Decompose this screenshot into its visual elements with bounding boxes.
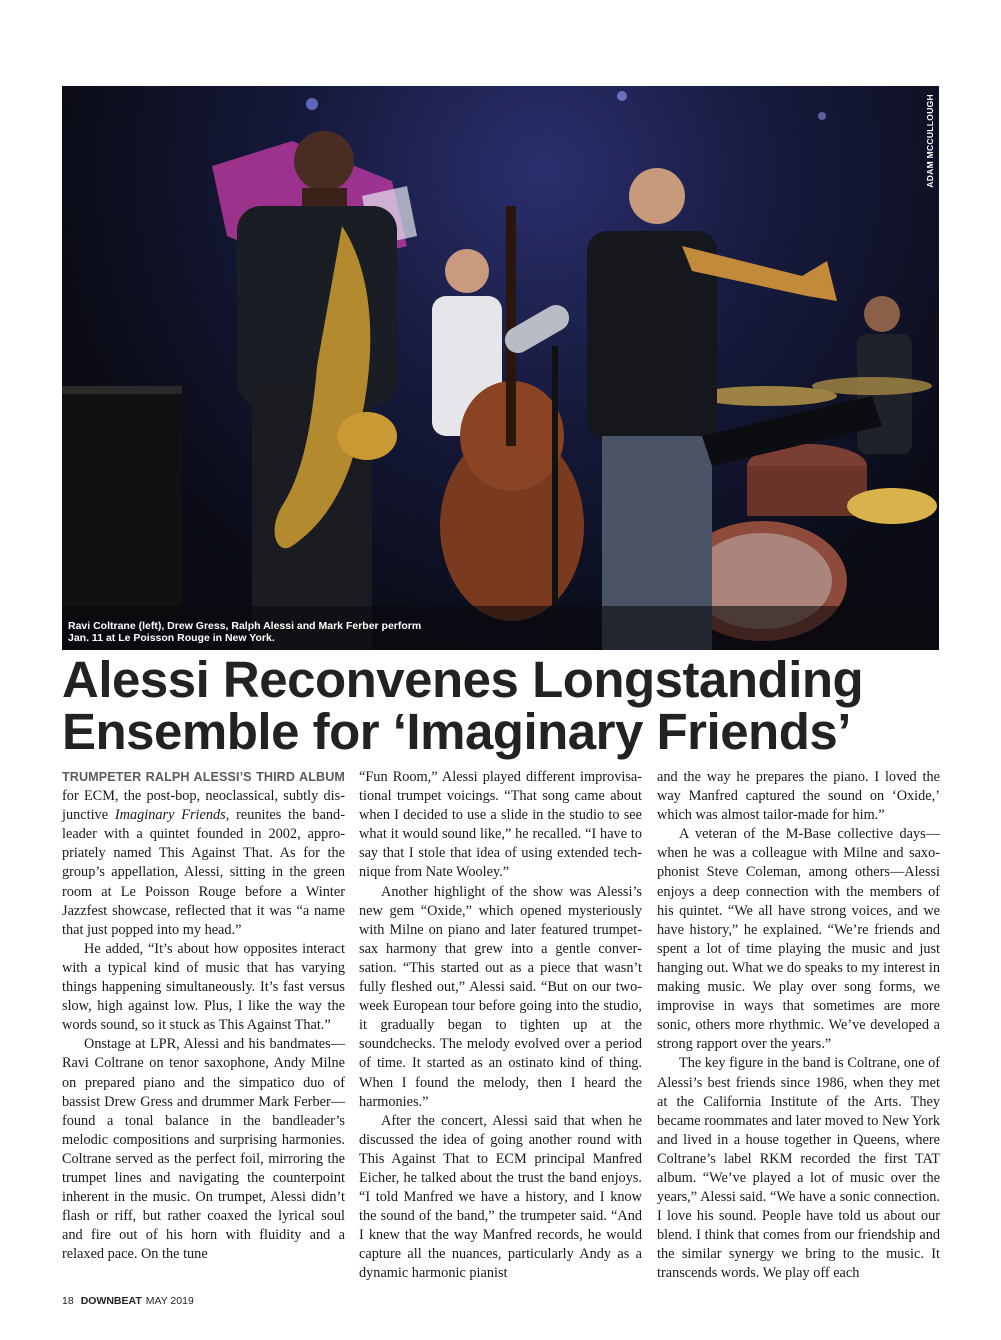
article-column-3 <box>657 768 940 1284</box>
photo-caption: Ravi Coltrane (left), Drew Gress, Ralph Alessi and Mark Ferber perform Jan. 11 at Le Poisson Rouge in New York. <box>68 620 422 644</box>
lead-in: TRUMPETER RALPH ALESSI’S THIRD ALBUM <box>62 770 345 784</box>
article-headline <box>62 651 962 760</box>
paragraph-text: for ECM, the post-bop, neoclassical, subtly disjunctive <box>62 788 345 824</box>
article-paragraph: Onstage at LPR, Alessi and his bandmates—Ravi Coltrane on tenor saxophone, Andy Milne on prepared piano and the simpatico duo of bassist Drew Gress and drummer Mark Ferber—found a tonal balance in the bandleader’s melodic compositions and surprising harmonies. Coltrane served as the perfect foil, mirroring the trumpet lines and navigating the counterpoint inherent in the music. On trumpet, Alessi didn’t flash or riff, but rather coaxed the lyrical soul and fire out of his horn with fluidity and a relaxed pace. On the tune <box>62 1036 345 1263</box>
article-paragraph: He added, “It’s about how opposites interact with a typical kind of music that has varying things happening simultaneously. It’s fast versus slow, high against low. Plus, I like the way the words sound, so it stuck as This Against That.” <box>62 940 345 1034</box>
photo-credit: ADAM MCCULLOUGH <box>925 94 935 188</box>
article-column-1 <box>62 768 345 1264</box>
paragraph-text: , reunites the bandleader with a quintet founded in 2002, appropriately named This Against That. As for the group’s appellation, Alessi, sitting in the green room at Le Poisson Rouge before a Winter Jazzfest showcase, reflected that it was “a name that just popped into my head.” <box>62 807 345 938</box>
headline-line-2: Ensemble for ‘Imaginary Friends’ <box>62 703 851 760</box>
article-paragraph: After the concert, Alessi said that when he discussed the idea of going another round with This Against That to ECM principal Manfred Eicher, he talked about the trust the band enjoys. “I told Manfred we have a history, and I know the sound of the band,” the trumpeter said. “And I knew that the way Manfred records, he would capture all the nuances, particularly Andy as a dynamic harmonic pianist <box>359 1112 642 1282</box>
magazine-name: DOWNBEAT <box>80 1295 142 1307</box>
article-paragraph: A veteran of the M-Base collective days—when he was a colleague with Milne and saxophonist Steve Coleman, among others—Alessi enjoys a deep connection with the members of his quintet. “We all have strong voices, and we have history,” he explained. “We’re friends and spent a lot of time playing the music and just hanging out. What we do speaks to my interest in making music. We play over song forms, we improvise in ways that sometimes are more sonic, others more rhythmic. We’ve developed a strong rapport over the years.” <box>657 826 940 1053</box>
concert-photo <box>62 86 939 650</box>
album-title: Imaginary Friends <box>114 807 226 824</box>
article-column-2 <box>359 768 642 1284</box>
article-paragraph: Another highlight of the show was Alessi’s new gem “Oxide,” which opened mysteriously with Milne on piano and later featured trumpet-sax harmony that grew into a gentle conversation. “This started out as a piece that wasn’t fully fleshed out,” Alessi said. “But on our two-week European tour before going into the studio, it gradually began to tighten up at the soundchecks. The melody evolved over a period of time. It started as an ostinato kind of thing. When I found the melody, then I heard the harmonies.” <box>359 883 642 1110</box>
article-paragraph: The key figure in the band is Coltrane, one of Alessi’s best friends since 1986, when they met at the California Institute of the Arts. They became roommates and later moved to New York and lived in a house together in Queens, where Coltrane’s label RKM recorded the first TAT album. “We’ve played a lot of music over the years,” Alessi said. “We have a sonic connection. I love his sound. People have told us about our blend. I think that comes from our friendship and the similar synergy we bring to the music. It transcends words. We play off each <box>657 1055 940 1282</box>
page-footer <box>62 1295 201 1307</box>
headline-line-1: Alessi Reconvenes Longstanding <box>62 651 864 708</box>
article-paragraph <box>62 768 345 940</box>
issue-date: MAY 2019 <box>145 1295 194 1307</box>
article-paragraph: “Fun Room,” Alessi played different improvisational trumpet voicings. “That song came about when I decided to use a slide in the studio to see what it would sound like,” he recalled. “I have to say that I stole that idea of using extended technique from Nate Wooley.” <box>359 769 642 881</box>
concert-photo-illustration <box>62 86 939 650</box>
article-paragraph: and the way he prepares the piano. I loved the way Manfred captured the sound on ‘Oxide,’ which was almost tailor-made for him.” <box>657 769 940 824</box>
page-number: 18 <box>62 1295 74 1307</box>
